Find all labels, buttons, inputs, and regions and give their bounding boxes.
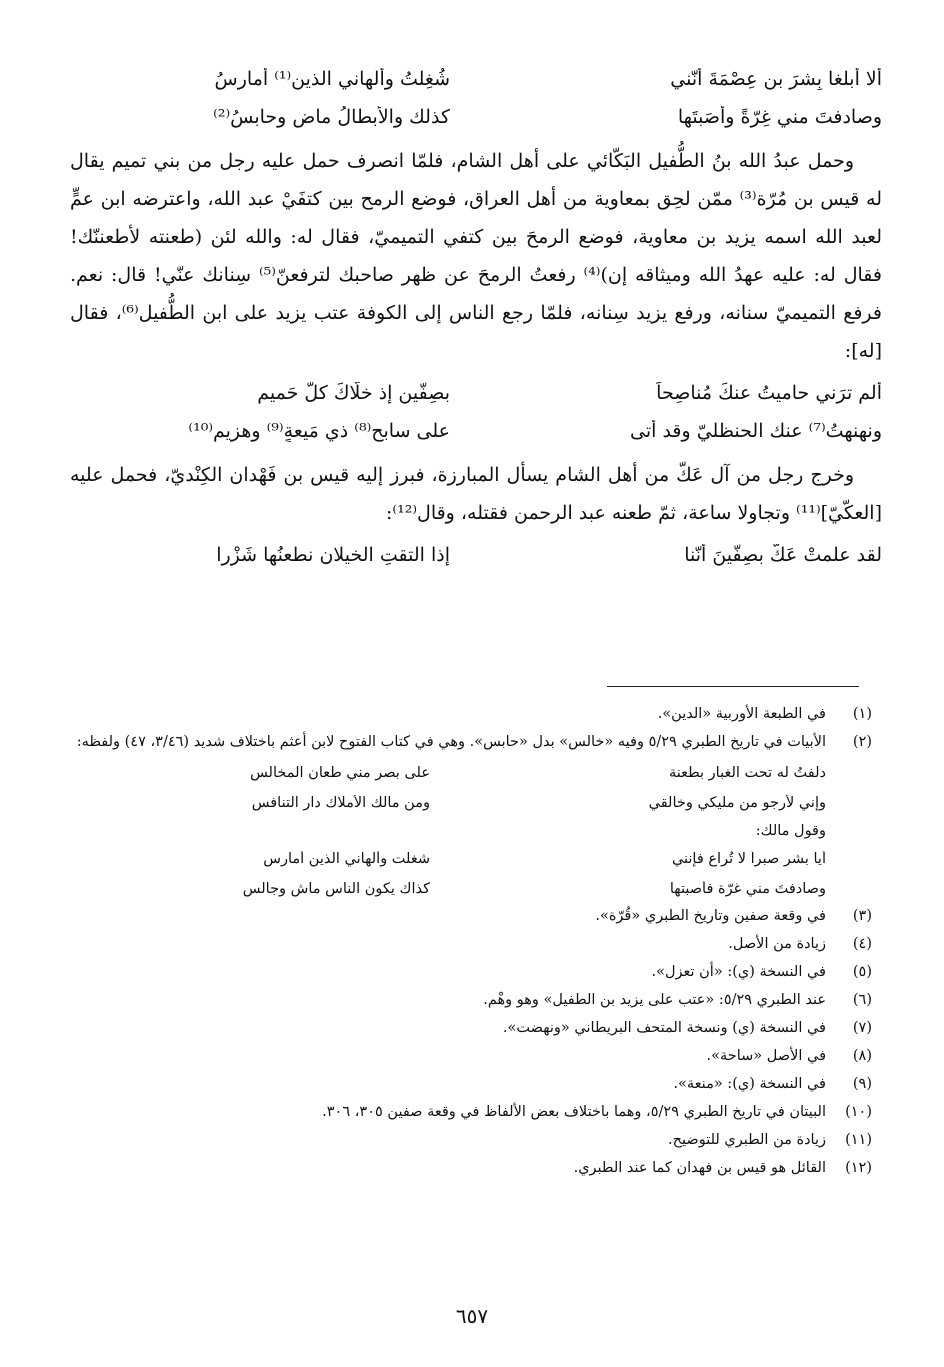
footnote-verses — [70, 758, 826, 904]
verse-line — [70, 98, 882, 136]
verse-line — [70, 60, 882, 98]
footnote-text: البيتان في تاريخ الطبري ٥/٢٩، وهما باختلاف بعض الألفاظ في وقعة صفين ٣٠٥، ٣٠٦. — [322, 1104, 826, 1120]
verse-hemistich: كذاك يكون الناس ماش وجالس — [242, 881, 430, 897]
footnote — [70, 1072, 872, 1096]
prose-paragraph: وحمل عبدُ الله بنُ الطُّفيل البَكّائي على أهل الشام، فلمّا انصرف حمل عليه رجل من بني تميم يقال له قيس بن مُرّة⁽³⁾ ممّن لحِق بمعاوية من أهل العراق، فوضع الرمح بين كتفَيْ عبد الله، واعترضه ابن عمٍّ لعبد الله اسمه يزيد بن معاوية، فوضع الرمحَ بين كتفي التميميّ، فقال له: والله لئن (طعنته لأطعننّك! فقال له: عليه عهدُ الله وميثاقه إن)⁽⁴⁾ رفعتُ الرمحَ عن ظهر صاحبك لترفعنّ⁽⁵⁾ سِنانك عنّي! قال: نعم. فرفع التميميّ سنانه، ورفع يزيد سِنانه، فلمّا رجع الناس إلى الكوفة عتب يزيد على ابن الطُّفيل⁽⁶⁾، فقال [له]: — [70, 150, 883, 362]
footnote — [70, 1016, 872, 1040]
footnote-number: (٤) — [852, 936, 872, 952]
footnote-separator — [607, 686, 859, 687]
verse-hemistich: ألا أبلغا بِشرَ بن عِصْمَةَ أنّني — [670, 68, 882, 90]
verse-line — [70, 412, 882, 450]
verse-hemistich: على بصر مني طعان المخالس — [250, 765, 430, 781]
verse-line — [70, 874, 826, 904]
verse-line — [70, 788, 826, 818]
verse-hemistich: ألم ترَني حاميتُ عنكَ مُناصِحاً — [656, 382, 882, 404]
footnote-text: زيادة من الأصل. — [728, 936, 826, 952]
footnote — [70, 960, 872, 984]
footnote-number: (٧) — [852, 1020, 872, 1036]
verse-hemistich: ونهنهتُ⁽⁷⁾ عنك الحنظليّ وقد أتى — [630, 420, 882, 442]
footnote-subheading: وقول مالك: — [755, 823, 826, 839]
verse-hemistich: وإني لأرجو من مليكي وخالقي — [648, 795, 826, 811]
footnote-text: الأبيات في تاريخ الطبري ٥/٢٩ وفيه «خالس» بدل «حابس». وهي في كتاب الفتوح لابن أعثم باختلاف شديد (٣/٤٦، ٤٧) ولفظه: — [76, 734, 826, 750]
verse-hemistich: لقد علمتْ عَكٌّ بصِفّينَ أنّنا — [684, 544, 882, 566]
verse-hemistich: على سابحٍ⁽⁸⁾ ذي مَيعةٍ⁽⁹⁾ وهزيمِ⁽¹⁰⁾ — [188, 420, 450, 442]
footnote — [70, 904, 872, 928]
footnote — [70, 1128, 872, 1152]
footnote-text: في النسخة (ي): «أن تعزل». — [651, 964, 826, 980]
footnote — [70, 988, 872, 1012]
verse-hemistich: شغلت وألهاني الذين أمارس — [263, 851, 430, 867]
footnote-text: في وقعة صفين وتاريخ الطبري «قُرّة». — [595, 908, 826, 924]
verse-line — [70, 374, 882, 412]
verse-hemistich: أيا بشر صبراً لا تُراع فإنني — [671, 851, 826, 867]
verse-hemistich: ومن مالك الأملاك دار التنافس — [251, 795, 430, 811]
verse-line — [70, 758, 826, 788]
footnote-number: (٩) — [852, 1076, 872, 1092]
verse-hemistich: دلفتُ له تحت الغبار بطعنة — [668, 765, 826, 781]
footnote — [70, 1156, 872, 1180]
footnote-number: (١٢) — [845, 1160, 872, 1176]
footnote — [70, 1100, 872, 1124]
footnote-text: في الطبعة الأوربية «الدين». — [657, 706, 826, 722]
footnote-number: (١١) — [845, 1132, 872, 1148]
footnote — [70, 932, 872, 956]
verse-hemistich: وصادفتَ مني غِرّةً وأصَبتَها — [677, 106, 882, 128]
main-text — [70, 60, 882, 574]
footnote-text: القائل هو قيس بن فهدان كما عند الطبري. — [573, 1160, 826, 1176]
footnotes — [70, 702, 872, 1184]
footnote-number: (١٠) — [845, 1104, 872, 1120]
footnote-number: (٨) — [852, 1048, 872, 1064]
prose-paragraph: وخرج رجل من آل عَكّ من أهل الشام يسأل المبارزة، فبرز إليه قيس بن فَهْدان الكِنْديّ، فحمل عليه [العكّيّ]⁽¹¹⁾ وتجاولا ساعة، ثمّ طعنه عبد الرحمن فقتله، وقال⁽¹²⁾: — [70, 464, 882, 524]
footnote — [70, 1044, 872, 1068]
verse-hemistich: إذا التقتِ الخيلان نطعنُها شَزْرا — [216, 544, 450, 566]
page-number: ٦٥٧ — [455, 1304, 489, 1328]
verse-hemistich: وصادفتَ مني غرّة فأصبتها — [669, 881, 826, 897]
verse-hemistich: كذلك والأبطالُ ماضٍ وحابسُ⁽²⁾ — [213, 106, 450, 128]
footnote-text: في الأصل «ساحة». — [706, 1048, 826, 1064]
footnote-number: (٥) — [852, 964, 872, 980]
verse-line — [70, 536, 882, 574]
footnote-number: (٣) — [852, 908, 872, 924]
verse-line — [70, 844, 826, 874]
footnote — [70, 730, 872, 754]
verse-hemistich: بصِفّين إذ خلّاكَ كلُّ حَميمِ — [257, 382, 450, 404]
footnote-text: عند الطبري ٥/٢٩: «عتب على يزيد بن الطفيل» وهو وهْم. — [483, 992, 826, 1008]
footnote-number: (١) — [852, 706, 872, 722]
footnote-text: في النسخة (ي): «منعة». — [673, 1076, 826, 1092]
verse-hemistich: شُغِلتُ وألهاني الذين⁽¹⁾ أُمارِسُ — [214, 68, 450, 90]
footnote-number: (٦) — [852, 992, 872, 1008]
footnote-text: في النسخة (ي) ونسخة المتحف البريطاني «ونهضت». — [502, 1020, 826, 1036]
footnote-text: زيادة من الطبري للتوضيح. — [668, 1132, 826, 1148]
footnote — [70, 702, 872, 726]
footnote-number: (٢) — [852, 734, 872, 750]
